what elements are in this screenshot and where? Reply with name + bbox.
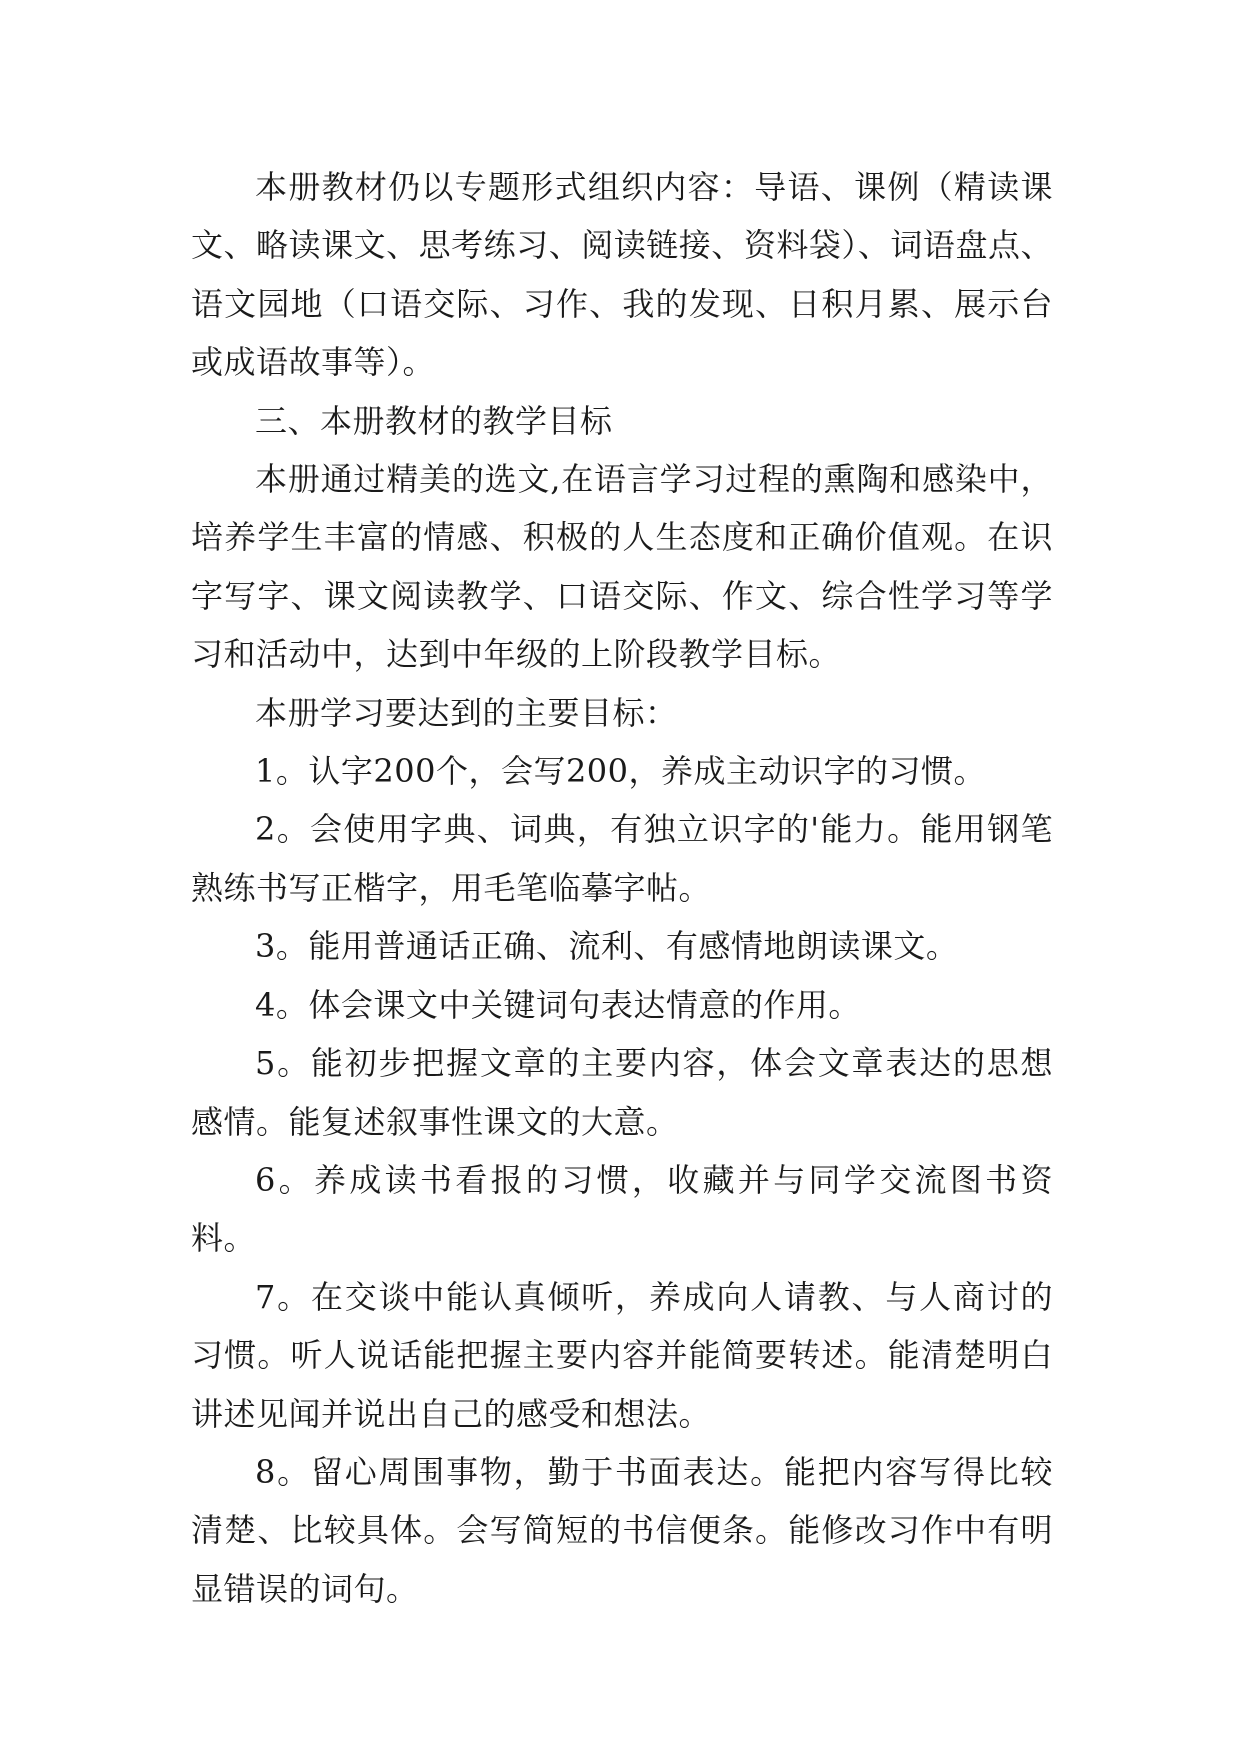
section-heading-teaching-goals: 三、本册教材的教学目标 [255,401,613,440]
paragraph-textbook-structure: 本册教材仍以专题形式组织内容：导语、课例（精读课文、略读课文、思考练习、阅读链接、资料袋）、词语盘点、语文园地（口语交际、习作、我的发现、日积月累、展示台或成语故事等）。 [191,168,1053,382]
goal-item-5: 5。能初步把握文章的主要内容，体会文章表达的思想感情。能复述叙事性课文的大意。 [191,1044,1053,1141]
document-body [191,158,1053,1618]
goal-item-1: 1。认字200个，会写200，养成主动识字的习惯。 [255,752,987,791]
paragraph-overview: 本册通过精美的选文,在语言学习过程的熏陶和感染中，培养学生丰富的情感、积极的人生态度和正确价值观。在识字写字、课文阅读教学、口语交际、作文、综合性学习等学习和活动中，达到中年级的上阶段教学目标。 [191,460,1053,674]
goal-item-2: 2。会使用字典、词典，有独立识字的'能力。能用钢笔熟练书写正楷字，用毛笔临摹字帖。 [191,810,1053,907]
goal-item-4: 4。体会课文中关键词句表达情意的作用。 [255,985,861,1024]
goal-item-7: 7。在交谈中能认真倾听，养成向人请教、与人商讨的习惯。听人说话能把握主要内容并能简要转述。能清楚明白讲述见闻并说出自己的感受和想法。 [191,1277,1053,1433]
goal-item-8: 8。留心周围事物，勤于书面表达。能把内容写得比较清楚、比较具体。会写简短的书信便条。能修改习作中有明显错误的词句。 [191,1452,1053,1608]
goal-item-6: 6。养成读书看报的习惯，收藏并与同学交流图书资料。 [191,1160,1053,1258]
paragraph-main-goals-intro: 本册学习要达到的主要目标： [255,693,678,732]
goal-item-3: 3。能用普通话正确、流利、有感情地朗读课文。 [255,927,959,966]
